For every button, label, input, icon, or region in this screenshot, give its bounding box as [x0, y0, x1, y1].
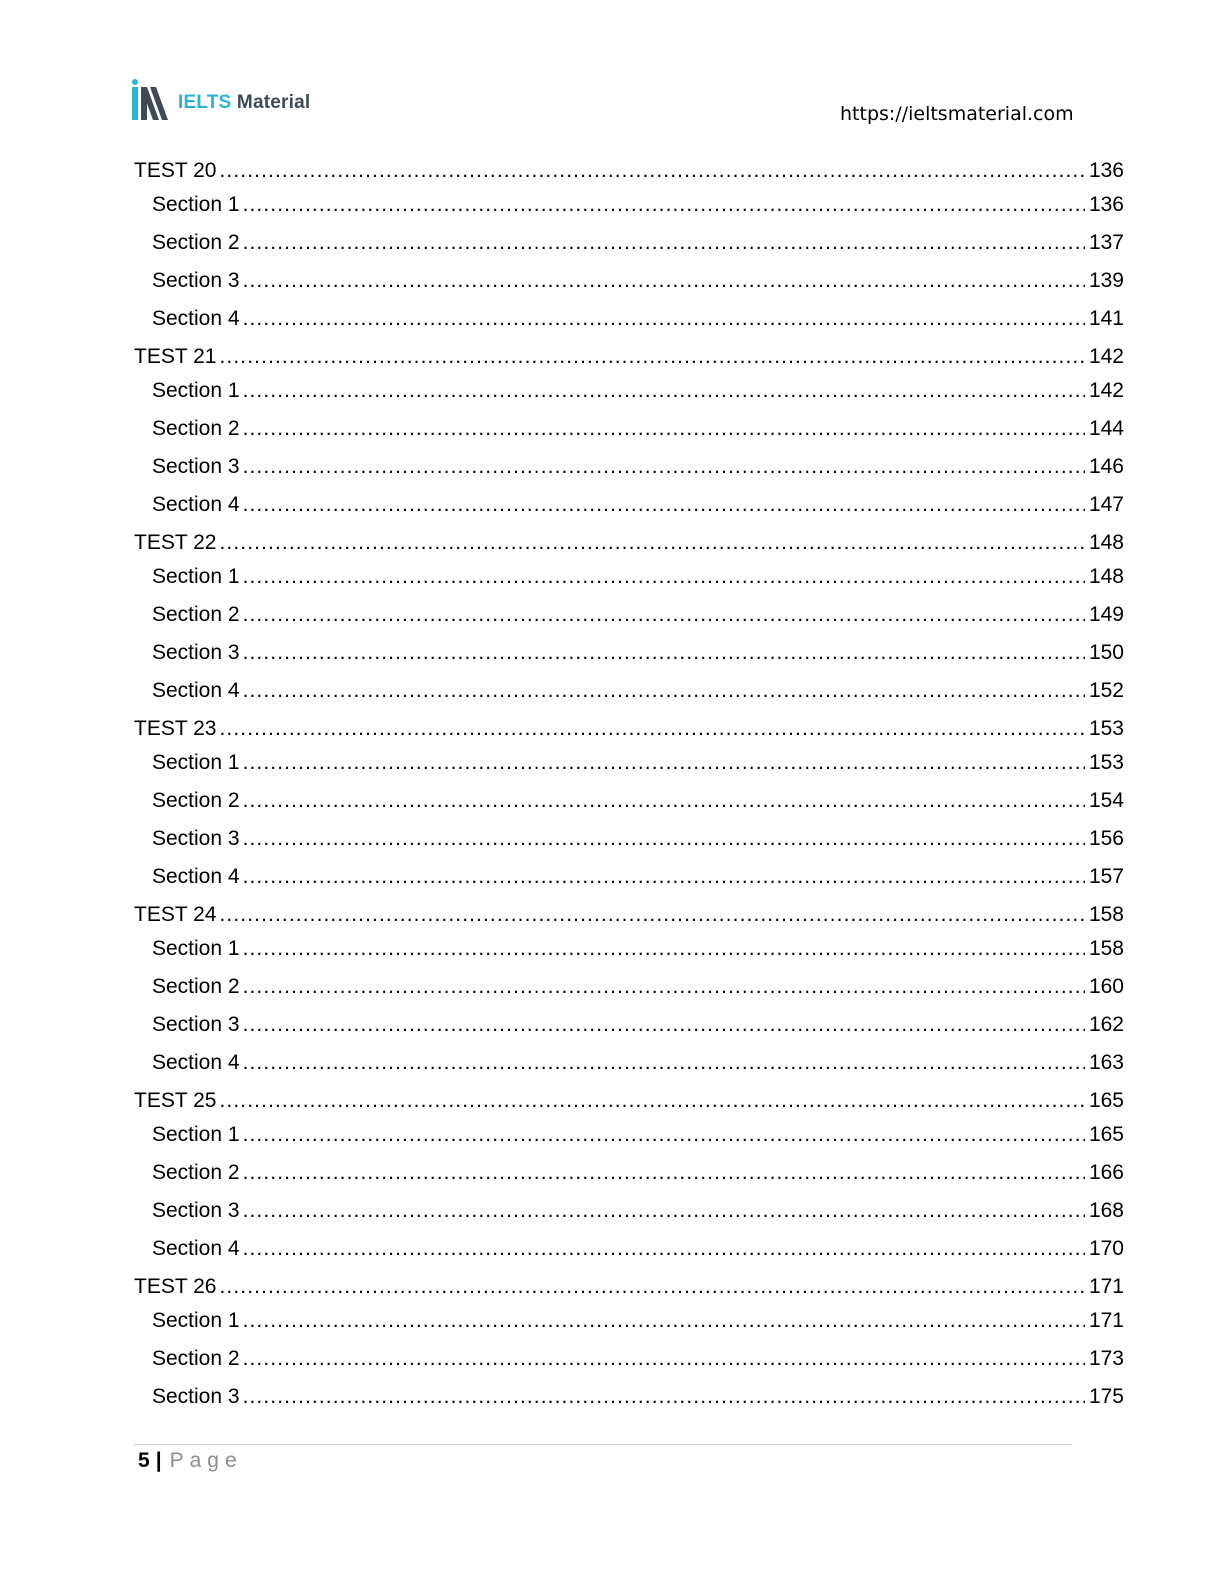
toc-entry-label: Section 1 — [152, 751, 240, 774]
toc-entry-label: Section 4 — [152, 865, 240, 888]
logo-text-material: Material — [236, 92, 311, 113]
toc-dot-leader — [243, 414, 1085, 444]
table-of-contents — [134, 156, 1124, 1420]
toc-entry-section[interactable] — [134, 1306, 1124, 1344]
logo-mark-icon — [130, 78, 172, 122]
toc-dot-leader — [219, 1086, 1084, 1116]
logo-text-ielts: IELTS — [178, 92, 232, 113]
toc-entry-label: TEST 25 — [134, 1089, 217, 1112]
toc-dot-leader — [243, 562, 1085, 592]
toc-entry-label: Section 2 — [152, 1347, 240, 1370]
toc-dot-leader — [243, 490, 1085, 520]
toc-entry-label: Section 4 — [152, 307, 240, 330]
toc-entry-page: 168 — [1088, 1199, 1124, 1222]
toc-entry-section[interactable] — [134, 1048, 1124, 1086]
toc-entry-label: Section 1 — [152, 937, 240, 960]
toc-entry-page: 175 — [1088, 1385, 1124, 1408]
toc-entry-test[interactable] — [134, 528, 1124, 562]
toc-entry-label: Section 1 — [152, 1309, 240, 1332]
toc-dot-leader — [243, 600, 1085, 630]
toc-entry-page: 136 — [1088, 193, 1124, 216]
toc-dot-leader — [243, 934, 1085, 964]
toc-entry-label: Section 2 — [152, 603, 240, 626]
toc-entry-test[interactable] — [134, 156, 1124, 190]
toc-entry-page: 144 — [1088, 417, 1124, 440]
toc-entry-page: 149 — [1088, 603, 1124, 626]
toc-entry-section[interactable] — [134, 190, 1124, 228]
toc-entry-label: TEST 21 — [134, 345, 217, 368]
toc-entry-page: 139 — [1088, 269, 1124, 292]
toc-dot-leader — [243, 786, 1085, 816]
toc-entry-page: 173 — [1088, 1347, 1124, 1370]
toc-dot-leader — [243, 1196, 1085, 1226]
toc-entry-label: Section 1 — [152, 1123, 240, 1146]
toc-entry-section[interactable] — [134, 414, 1124, 452]
toc-dot-leader — [243, 1344, 1085, 1374]
toc-dot-leader — [243, 1234, 1085, 1264]
toc-entry-page: 171 — [1088, 1309, 1124, 1332]
toc-dot-leader — [243, 676, 1085, 706]
toc-entry-label: Section 3 — [152, 1199, 240, 1222]
toc-dot-leader — [243, 972, 1085, 1002]
logo — [130, 78, 310, 122]
header-url[interactable]: https://ieltsmaterial.com — [840, 103, 1074, 125]
toc-entry-page: 157 — [1088, 865, 1124, 888]
toc-dot-leader — [243, 228, 1085, 258]
toc-dot-leader — [219, 528, 1084, 558]
toc-dot-leader — [219, 714, 1084, 744]
toc-entry-page: 146 — [1088, 455, 1124, 478]
toc-dot-leader — [243, 376, 1085, 406]
toc-entry-test[interactable] — [134, 1272, 1124, 1306]
toc-entry-page: 158 — [1088, 903, 1124, 926]
toc-entry-label: Section 3 — [152, 1013, 240, 1036]
toc-entry-label: TEST 20 — [134, 159, 217, 182]
toc-entry-page: 170 — [1088, 1237, 1124, 1260]
toc-dot-leader — [243, 1048, 1085, 1078]
toc-entry-label: Section 1 — [152, 379, 240, 402]
footer-separator: | — [155, 1449, 162, 1472]
toc-entry-section[interactable] — [134, 1120, 1124, 1158]
toc-dot-leader — [243, 304, 1085, 334]
toc-dot-leader — [219, 900, 1084, 930]
toc-dot-leader — [243, 748, 1085, 778]
toc-entry-label: Section 4 — [152, 1237, 240, 1260]
toc-dot-leader — [243, 1306, 1085, 1336]
toc-entry-section[interactable] — [134, 676, 1124, 714]
toc-entry-label: Section 2 — [152, 789, 240, 812]
toc-entry-page: 166 — [1088, 1161, 1124, 1184]
toc-entry-section[interactable] — [134, 972, 1124, 1010]
toc-entry-page: 142 — [1088, 379, 1124, 402]
toc-entry-section[interactable] — [134, 934, 1124, 972]
toc-entry-label: Section 4 — [152, 679, 240, 702]
toc-dot-leader — [219, 342, 1084, 372]
toc-entry-section[interactable] — [134, 266, 1124, 304]
page-footer — [138, 1449, 243, 1473]
toc-entry-label: Section 3 — [152, 827, 240, 850]
toc-entry-page: 152 — [1088, 679, 1124, 702]
toc-entry-test[interactable] — [134, 900, 1124, 934]
toc-entry-label: TEST 22 — [134, 531, 217, 554]
toc-entry-page: 165 — [1088, 1089, 1124, 1112]
toc-entry-label: Section 1 — [152, 193, 240, 216]
toc-entry-page: 141 — [1088, 307, 1124, 330]
toc-entry-label: TEST 26 — [134, 1275, 217, 1298]
toc-entry-section[interactable] — [134, 824, 1124, 862]
toc-dot-leader — [219, 156, 1084, 186]
toc-entry-label: Section 3 — [152, 269, 240, 292]
toc-entry-page: 150 — [1088, 641, 1124, 664]
toc-dot-leader — [243, 638, 1085, 668]
toc-dot-leader — [219, 1272, 1084, 1302]
toc-entry-label: Section 2 — [152, 1161, 240, 1184]
toc-entry-section[interactable] — [134, 228, 1124, 266]
toc-entry-section[interactable] — [134, 1344, 1124, 1382]
toc-dot-leader — [243, 824, 1085, 854]
toc-entry-section[interactable] — [134, 786, 1124, 824]
toc-dot-leader — [243, 452, 1085, 482]
toc-entry-page: 153 — [1088, 717, 1124, 740]
toc-entry-page: 147 — [1088, 493, 1124, 516]
footer-divider — [134, 1444, 1072, 1445]
toc-dot-leader — [243, 862, 1085, 892]
toc-entry-label: Section 2 — [152, 231, 240, 254]
toc-entry-label: TEST 24 — [134, 903, 217, 926]
page-number: 5 — [138, 1449, 150, 1472]
toc-entry-page: 160 — [1088, 975, 1124, 998]
toc-entry-section[interactable] — [134, 452, 1124, 490]
toc-dot-leader — [243, 1158, 1085, 1188]
toc-dot-leader — [243, 190, 1085, 220]
toc-entry-label: Section 3 — [152, 641, 240, 664]
toc-dot-leader — [243, 266, 1085, 296]
toc-entry-test[interactable] — [134, 342, 1124, 376]
toc-entry-page: 165 — [1088, 1123, 1124, 1146]
toc-entry-section[interactable] — [134, 600, 1124, 638]
logo-text — [178, 92, 310, 114]
toc-entry-page: 156 — [1088, 827, 1124, 850]
toc-entry-page: 136 — [1088, 159, 1124, 182]
toc-entry-page: 163 — [1088, 1051, 1124, 1074]
toc-entry-section[interactable] — [134, 1010, 1124, 1048]
toc-dot-leader — [243, 1010, 1085, 1040]
toc-entry-section[interactable] — [134, 1234, 1124, 1272]
toc-entry-page: 154 — [1088, 789, 1124, 812]
toc-entry-page: 153 — [1088, 751, 1124, 774]
toc-entry-label: Section 4 — [152, 1051, 240, 1074]
toc-entry-page: 171 — [1088, 1275, 1124, 1298]
toc-entry-label: Section 2 — [152, 975, 240, 998]
toc-entry-section[interactable] — [134, 748, 1124, 786]
toc-entry-section[interactable] — [134, 376, 1124, 414]
page-word: Page — [169, 1449, 243, 1472]
toc-entry-section[interactable] — [134, 1196, 1124, 1234]
toc-entry-label: Section 3 — [152, 455, 240, 478]
toc-dot-leader — [243, 1382, 1085, 1412]
toc-entry-section[interactable] — [134, 304, 1124, 342]
toc-entry-label: Section 4 — [152, 493, 240, 516]
toc-entry-page: 148 — [1088, 565, 1124, 588]
toc-entry-section[interactable] — [134, 490, 1124, 528]
toc-entry-page: 158 — [1088, 937, 1124, 960]
toc-entry-page: 137 — [1088, 231, 1124, 254]
toc-entry-section[interactable] — [134, 562, 1124, 600]
toc-entry-label: TEST 23 — [134, 717, 217, 740]
toc-entry-page: 142 — [1088, 345, 1124, 368]
toc-entry-section[interactable] — [134, 1382, 1124, 1420]
toc-entry-label: Section 3 — [152, 1385, 240, 1408]
toc-entry-section[interactable] — [134, 638, 1124, 676]
toc-entry-label: Section 2 — [152, 417, 240, 440]
toc-entry-test[interactable] — [134, 714, 1124, 748]
toc-entry-page: 162 — [1088, 1013, 1124, 1036]
toc-entry-section[interactable] — [134, 862, 1124, 900]
toc-entry-section[interactable] — [134, 1158, 1124, 1196]
toc-dot-leader — [243, 1120, 1085, 1150]
toc-entry-page: 148 — [1088, 531, 1124, 554]
toc-entry-test[interactable] — [134, 1086, 1124, 1120]
toc-entry-label: Section 1 — [152, 565, 240, 588]
